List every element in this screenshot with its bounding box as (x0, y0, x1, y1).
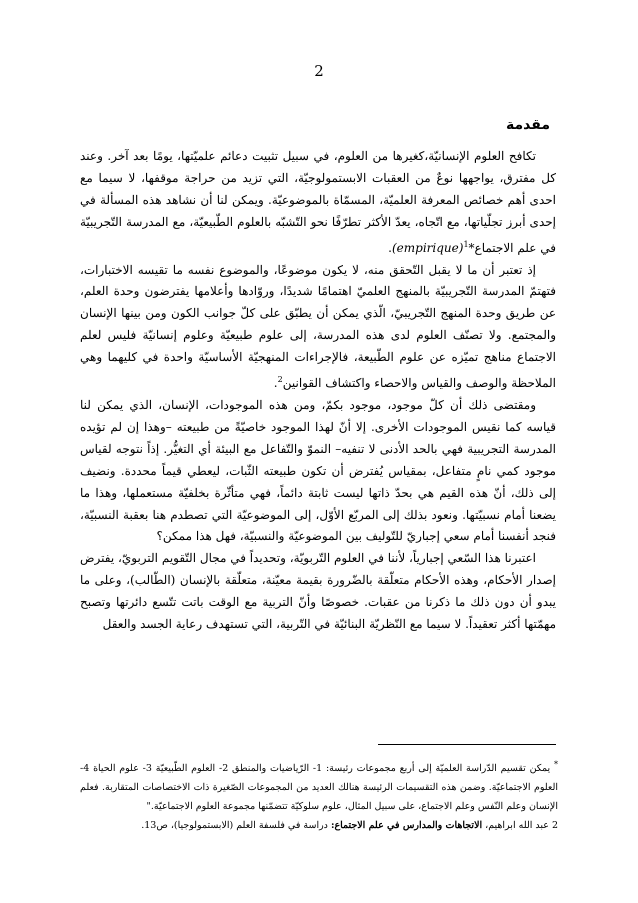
paragraph-2-text: إذ تعتبر أن ما لا يقبل التّحقق منه، لا يكون موضوعًا، والموضوع نفسه ما تقيسه الاختبارات، فتهتمّ المدرسة التّجريبيّة بالمنهج العلميّ اهتمامًا شديدًا، وروّادها وأعلامها يفترضون وحدة العلم، عن طريق وحدة المنهج التّجريبيّ، الّذي يمكن أن يطبّق على كلّ جوانب الكون ومن بينها الإنسان والمجتمع. ولا تصنّف العلوم لدى هذه المدرسة، إلى علوم طبيعيّة وعلوم إنسانيّة فليس لعلم الاجتماع مناهج تميّزه عن علوم الطّبيعة، فالإجراءات المنهجيّة الأساسيّة واحدة في كليهما وهي الملاحظة والوصف والقياس والاحصاء واكتشاف القوانين (80, 262, 556, 391)
section-heading: مقدمة (506, 117, 550, 133)
footnote-ref-2: 2 (277, 375, 283, 385)
paragraph-2 (80, 260, 556, 395)
footnote-separator (378, 744, 556, 745)
footnote-1 (80, 755, 558, 816)
footnote-1-marker: * (554, 760, 558, 769)
paragraph-3: ومقتضى ذلك أن كلّ موجود، موجود بكمّ، ومن هذه الموجودات، الإنسان، الذي يمكن لنا قياسه كما نقيس الموجودات الأخرى. إلا أنّ لهذا الموجود خاصيّةً من طبيعته –وهذا إن لم تؤيده المدرسة التجريبية فهي بالحد الأدنى لا تنفيه– النموّ والتّفاعل مع البيئة أي التغيُّر. إذاً نتوجه لقياس موجود كمي نامٍ متفاعل، بمقياس يُفترض أن تكون طبيعته الثّبات، ليعطي قيماً محددة. ونضيف إلى ذلك، أنّ هذه القيم هي بحدّ ذاتها ليست ثابتة دائماً، فهي متأثّرة بخلفيّة مستعملها، وهذا ما يضعنا أمام نسبيّتها. ونعود بذلك إلى المربّع الأوّل، إلى الموضوعيّة التي تصطدم هنا بعقبة النسبيّة، فنجد أنفسنا أمام سعي إجباريّ للتّوليف بين الموضوعيّة والنسبيّة، فهل هذا ممكن؟ (80, 397, 556, 544)
footnotes (80, 755, 558, 835)
footnote-2-number: 2 (551, 820, 558, 832)
page-number: 2 (314, 62, 324, 80)
footnote-ref-1: 1 (463, 239, 469, 249)
footnote-2 (80, 816, 558, 835)
latin-term: (empirique) (391, 240, 464, 255)
paragraph-2-end: . (273, 376, 278, 391)
footnote-1-text: يمكن تقسيم الدّراسة العلميّة إلى أربع مجموعات رئيسة: 1- الرّياضيات والمنطق 2- العلوم الطّبيعيّة 3- علوم الحياة 4- العلوم الاجتماعيّة. وضمن هذه التقسيمات الرئيسة هنالك العديد من المجموعات الصّغيرة ذات الاختصاصات المتقاربة. فعلم الإنسان وعلم النّفس وعلم الاجتماع، على سبيل المثال، علوم سلوكيّة تتضمّنها مجموعة العلوم الاجتماعيّة." (80, 763, 558, 813)
paragraph-1-end: . (388, 240, 392, 255)
paragraph-1 (80, 146, 556, 260)
paragraph-4: اعتبرنا هذا السّعي إجبارياً، لأننا في العلوم التّربويّة، وتحديداً في مجال التّقويم التربويّ، يفترض إصدار الأحكام، وهذه الأحكام متعلّقة بالضّرورة بقيمة معيّنة، متعلّقة بالإنسان (الطّالب)، وعلى ما يبدو أن دون ذلك ما ذكرنا من عقبات. خصوصًا وأنّ التربية مع الوقت باتت تتّسع دائرتها وتصبح مهمّتها أكثر تعقيداً. لا سيما مع النّظريّة البنائيّة في التّربية، التي تستهدف رعاية الجسد والعقل (80, 551, 556, 632)
paragraph-1-text: تكافح العلوم الإنسانيّة،كغيرها من العلوم، في سبيل تثبيت دعائم علميّتها، يومًا بعد آخر. وعند كل مفترق، يواجهها نوعٌ من العقبات الابستمولوجيّة، التي تزيد من حراجة موقفها، لا سيما مع احدى أهم خصائص المعرفة العلميّة، المسمّاة بالموضوعيّة. ويمكن لنا أن نشاهد هذه المسألة في إحدى أبرز تجلّياتها، مع اتّجاه، يعدّ الأكثر تطرّفًا نحو التّشبّه بالعلوم الطّبيعيّة، مع المدرسة التّجريبيّة في علم الاجتماع* (80, 149, 556, 255)
footnote-2-author: عبد الله ابراهيم، (485, 820, 549, 832)
footnote-2-title: الاتجاهات والمدارس في علم الاجتماع: (330, 820, 483, 832)
footnote-2-rest: دراسة في فلسفة العلم (الابستمولوجيا)، ص13. (141, 820, 328, 832)
body-text (80, 146, 556, 636)
